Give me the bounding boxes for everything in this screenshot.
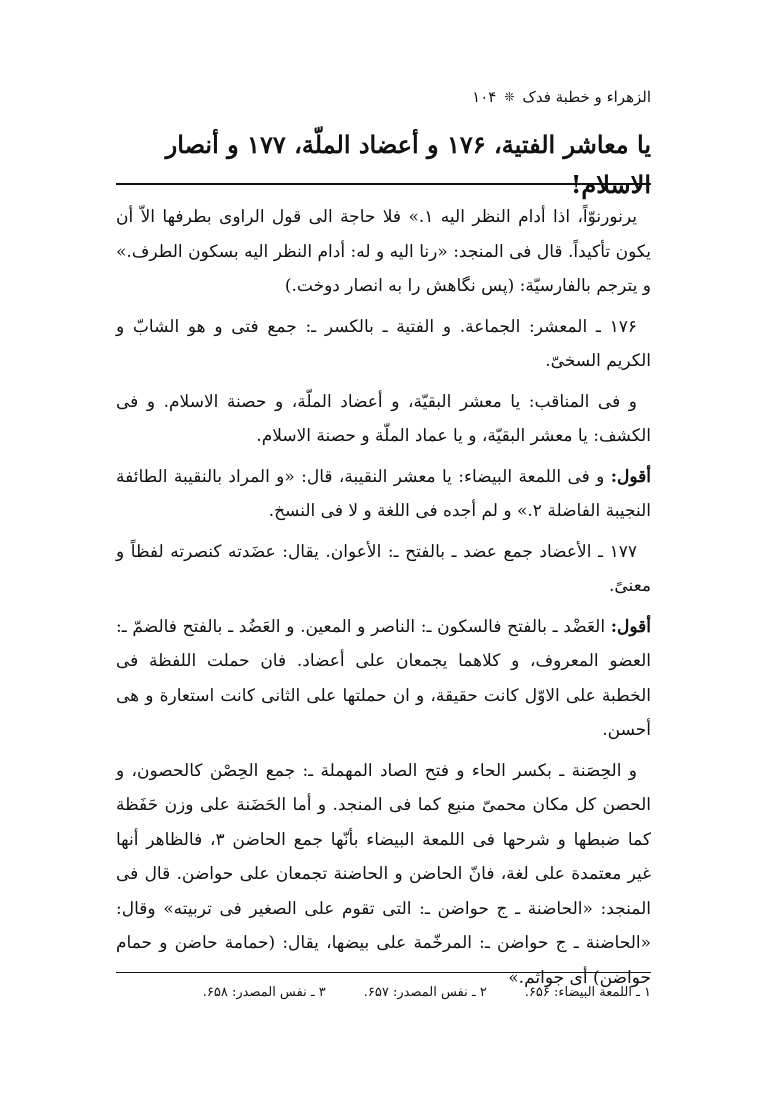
section-title: یا معاشر الفتیة، ۱۷۶ و أعضاد الملّة، ۱۷۷ و أنصار الاسلام! bbox=[165, 130, 651, 199]
book-title: الزهراء و خطبة فدک bbox=[522, 88, 651, 106]
footnote: ۱ ـ اللمعة البیضاء: ۶۵۶. bbox=[524, 985, 651, 1000]
footnotes bbox=[116, 985, 651, 1000]
paragraph bbox=[116, 754, 651, 996]
page-number: ۱۰۴ bbox=[472, 88, 497, 106]
paragraph-text: ۱۷۶ ـ المعشر: الجماعة. و الفتیة ـ بالکسر ـ: جمع فتی و هو الشابّ و الکریم السخیّ. bbox=[116, 316, 651, 371]
paragraph-keyword: أقول: bbox=[610, 616, 651, 637]
body-text bbox=[116, 200, 651, 1001]
paragraph-text: و فی اللمعة البیضاء: یا معشر النقیبة، قال: «و المراد بالنقیبة الطائفة النجیبة الفاضلة ۲.» و لم أجده فی اللغة و لا فی النسخ. bbox=[116, 466, 651, 521]
paragraph bbox=[116, 200, 651, 304]
paragraph-text: و فی المناقب: یا معشر البقیّة، و أعضاد الملّة، و حصنة الاسلام. و فی الکشف: یا معشر البقیّة، و یا عماد الملّة و حصنة الاسلام. bbox=[116, 391, 651, 446]
paragraph bbox=[116, 460, 651, 529]
footnote: ۳ ـ نفس المصدر: ۶۵۸. bbox=[202, 985, 326, 1000]
paragraph bbox=[116, 610, 651, 748]
paragraph bbox=[116, 310, 651, 379]
paragraph-text: یرنورنوّاً، اذا أدام النظر الیه ۱.» فلا حاجة الی قول الراوی بطرفها الاّ أن یکون تأکیداً. قال فی المنجد: «رنا الیه و له: أدام النظر الیه بسکون الطرف.» و یترجم بالفارسیّة: (پس نگاهش را به انصار دوخت.) bbox=[116, 207, 651, 296]
header-separator: ❊ bbox=[504, 90, 515, 104]
paragraph-text: العَضْد ـ بالفتح فالسکون ـ: الناصر و المعین. و العَضُد ـ بالفتح فالضمّ ـ: العضو المعروف، و کلاهما یجمعان علی أعضاد. فان حملت اللفظة فی الخطبة علی الاوّل کانت حقیقة، و ان حملتها علی الثانی کانت استعارة و هی أحسن. bbox=[116, 616, 651, 740]
paragraph bbox=[116, 535, 651, 604]
paragraph-text: و الحِصَنة ـ بکسر الحاء و فتح الصاد المهملة ـ: جمع الحِصْن کالحصون، و الحصن کل مکان محمیّ منیع کما فی المنجد. و أما الحَضَنة علی وزن حَفَظة کما ضبطها و شرحها فی اللمعة البیضاء بأنّها جمع الحاضن ۳، فالظاهر أنها غیر معتمدة علی لغة، فانّ الحاضن و الحاضنة تجمعان علی حواضن. قال فی المنجد: «الحاضنة ـ ج حواضن ـ: التی تقوم علی الصغیر فی تربیته» وقال: «الحاضنة ـ ج حواضن ـ: المرخّمة علی بیضها، یقال: (حمامة حاضن و حمام حواضن) أی جواثم.» bbox=[116, 760, 651, 988]
paragraph bbox=[116, 385, 651, 454]
footnote-divider bbox=[116, 972, 651, 973]
footnote: ۲ ـ نفس المصدر: ۶۵۷. bbox=[363, 985, 487, 1000]
title-divider bbox=[116, 183, 651, 185]
paragraph-keyword: أقول: bbox=[610, 466, 651, 487]
running-header bbox=[110, 88, 651, 106]
paragraph-text: ۱۷۷ ـ الأعضاد جمع عضد ـ بالفتح ـ: الأعوان. یقال: عضَدته کنصرته لفظاً و معنیً. bbox=[116, 541, 651, 596]
